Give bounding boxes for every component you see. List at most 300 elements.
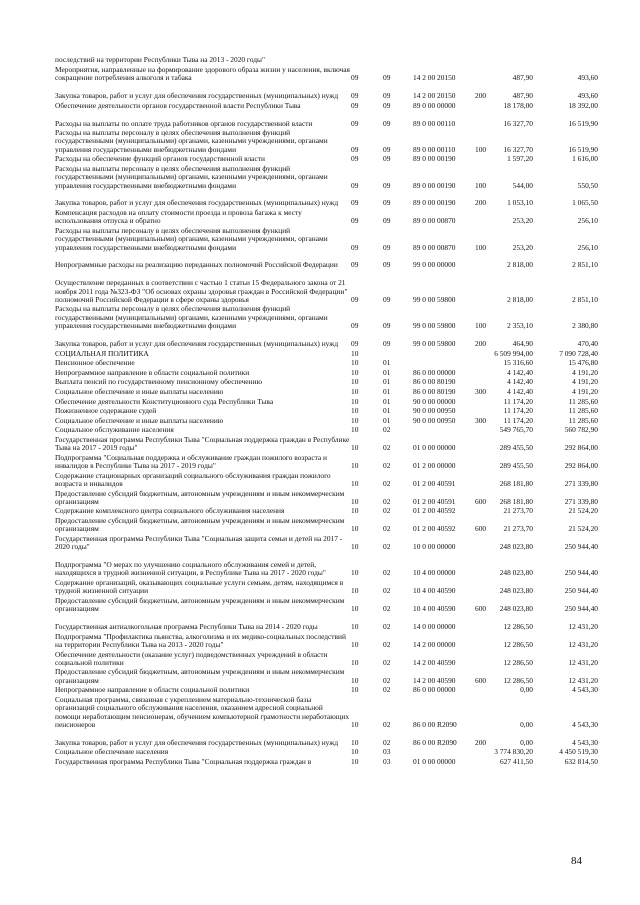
table-row bbox=[0, 208, 640, 226]
row-target-article-code: 86 0 00 00000 bbox=[413, 367, 456, 377]
row-expense-type-code: 600 bbox=[475, 496, 487, 506]
row-subsection-code: 02 bbox=[383, 524, 391, 534]
page-number: 84 bbox=[571, 855, 582, 867]
table-row bbox=[0, 453, 640, 471]
row-section-code: 10 bbox=[351, 496, 359, 506]
row-sum-year-1: 11 174,20 bbox=[503, 396, 533, 406]
row-subsection-code: 02 bbox=[383, 461, 391, 471]
table-row bbox=[0, 330, 640, 348]
row-name: Обеспечение деятельности Конституционного суда Республики Тыва bbox=[55, 396, 274, 406]
row-section-code: 10 bbox=[351, 377, 359, 387]
row-name: Компенсация расходов на оплату стоимости проезда и провоза багажа к месту использования отпуска и обратно bbox=[55, 208, 302, 226]
row-sum-year-2: 271 339,80 bbox=[564, 496, 598, 506]
row-sum-year-1: 4 142,40 bbox=[507, 386, 533, 396]
row-sum-year-1: 4 142,40 bbox=[507, 377, 533, 387]
row-section-code: 09 bbox=[351, 260, 359, 270]
table-row bbox=[0, 406, 640, 416]
row-subsection-code: 09 bbox=[383, 260, 391, 270]
row-subsection-code: 02 bbox=[383, 542, 391, 552]
row-subsection-code: 09 bbox=[383, 338, 391, 348]
row-name: Непрограммные расходы на реализацию переданных полномочий Российской Федерации bbox=[55, 260, 338, 270]
row-subsection-code: 09 bbox=[383, 154, 391, 164]
row-name: Социальное обслуживание населения bbox=[55, 425, 174, 435]
row-section-code: 10 bbox=[351, 367, 359, 377]
table-row bbox=[0, 425, 640, 435]
row-name: Содержание стационарных организаций социального обслуживания граждан пожилого возраста и инвалидов bbox=[55, 470, 331, 488]
row-expense-type-code: 200 bbox=[475, 91, 487, 101]
row-section-code: 10 bbox=[351, 348, 359, 358]
row-name: Закупка товаров, работ и услуг для обеспечения государственных (муниципальных) нужд bbox=[55, 91, 339, 101]
table-row bbox=[0, 578, 640, 596]
row-section-code: 10 bbox=[351, 461, 359, 471]
row-name: Выплата пенсий по государственному пенсионному обеспечению bbox=[55, 377, 262, 387]
table-row bbox=[0, 695, 640, 730]
table-row bbox=[0, 596, 640, 614]
row-section-code: 10 bbox=[351, 604, 359, 614]
row-sum-year-2: 292 864,00 bbox=[564, 461, 598, 471]
row-sum-year-1: 12 286,50 bbox=[503, 622, 533, 632]
row-expense-type-code: 600 bbox=[475, 524, 487, 534]
row-section-code: 10 bbox=[351, 425, 359, 435]
row-sum-year-1: 12 286,50 bbox=[503, 675, 533, 685]
row-sum-year-2: 4 191,20 bbox=[572, 377, 598, 387]
row-target-article-code: 89 0 00 00190 bbox=[413, 198, 456, 208]
row-name: Государственная программа Республики Тыва "Социальная поддержка граждан в bbox=[55, 756, 312, 766]
row-expense-type-code: 100 bbox=[475, 180, 487, 190]
row-sum-year-1: 2 818,00 bbox=[507, 260, 533, 270]
row-section-code: 10 bbox=[351, 657, 359, 667]
row-sum-year-2: 550,50 bbox=[577, 180, 598, 190]
row-target-article-code: 01 2 00 40591 bbox=[413, 496, 456, 506]
table-row bbox=[0, 82, 640, 100]
table-row bbox=[0, 552, 640, 578]
row-name: Расходы на обеспечение функций органов государственной власти bbox=[55, 154, 265, 164]
row-target-article-code: 86 0 00 80190 bbox=[413, 377, 456, 387]
row-section-code: 10 bbox=[351, 415, 359, 425]
row-name: Пенсионное обеспечение bbox=[55, 358, 135, 368]
row-sum-year-2: 250 944,40 bbox=[564, 542, 598, 552]
row-expense-type-code: 100 bbox=[475, 321, 487, 331]
table-row bbox=[0, 488, 640, 506]
table-row bbox=[0, 757, 640, 767]
row-subsection-code: 03 bbox=[383, 747, 391, 757]
row-target-article-code: 01 2 00 40592 bbox=[413, 524, 456, 534]
row-sum-year-2: 2 380,80 bbox=[572, 321, 598, 331]
table-row bbox=[0, 65, 640, 83]
row-sum-year-2: 11 285,60 bbox=[568, 406, 598, 416]
row-sum-year-2: 271 339,80 bbox=[564, 478, 598, 488]
row-section-code: 10 bbox=[351, 478, 359, 488]
row-section-code: 09 bbox=[351, 100, 359, 110]
row-name: Подпрограмма "Профилактика пьянства, алкоголизма и их медико-социальных последствий на территории Республики Тыва на 2013 - 2020 годы" bbox=[55, 631, 346, 649]
row-sum-year-2: 15 476,80 bbox=[568, 358, 598, 368]
row-sum-year-2: 4 543,30 bbox=[572, 737, 598, 747]
table-row bbox=[0, 252, 640, 270]
row-sum-year-2: 12 431,20 bbox=[568, 657, 598, 667]
row-sum-year-1: 1 597,20 bbox=[507, 154, 533, 164]
row-subsection-code: 01 bbox=[383, 415, 391, 425]
row-sum-year-2: 560 782,90 bbox=[564, 425, 598, 435]
table-row bbox=[0, 506, 640, 516]
row-name: Подпрограмма "Социальная поддержка и обслуживание граждан пожилого возраста и инвалидов в Республике Тыва на 2017 - 2019 годы" bbox=[55, 452, 328, 471]
row-sum-year-2: 2 851,10 bbox=[572, 294, 598, 304]
row-subsection-code: 09 bbox=[383, 242, 391, 252]
table-row bbox=[0, 415, 640, 425]
row-section-code: 10 bbox=[351, 358, 359, 368]
row-sum-year-1: 2 818,00 bbox=[507, 294, 533, 304]
row-target-article-code: 89 0 00 00870 bbox=[413, 242, 456, 252]
row-sum-year-1: 253,20 bbox=[512, 242, 533, 252]
table-row bbox=[0, 435, 640, 453]
row-section-code: 09 bbox=[351, 154, 359, 164]
row-target-article-code: 01 0 00 00000 bbox=[413, 756, 456, 766]
row-name: Предоставление субсидий бюджетным, автономным учреждениям и иным некоммерческим организациям bbox=[55, 595, 345, 614]
row-sum-year-1: 248 023,80 bbox=[499, 604, 533, 614]
row-section-code: 10 bbox=[351, 396, 359, 406]
row-subsection-code: 02 bbox=[383, 496, 391, 506]
row-section-code: 10 bbox=[351, 586, 359, 596]
row-section-code: 10 bbox=[351, 524, 359, 534]
row-subsection-code: 01 bbox=[383, 377, 391, 387]
row-section-code: 10 bbox=[351, 443, 359, 453]
row-sum-year-2: 256,10 bbox=[577, 242, 598, 252]
row-section-code: 10 bbox=[351, 675, 359, 685]
row-expense-type-code: 100 bbox=[475, 144, 487, 154]
row-target-article-code: 14 2 00 20150 bbox=[413, 73, 456, 83]
row-sum-year-2: 470,40 bbox=[577, 338, 598, 348]
row-section-code: 10 bbox=[351, 568, 359, 578]
row-sum-year-1: 0,00 bbox=[520, 685, 533, 695]
row-sum-year-1: 0,00 bbox=[520, 719, 533, 729]
row-sum-year-2: 4 450 519,30 bbox=[559, 747, 598, 757]
row-subsection-code: 09 bbox=[383, 118, 391, 128]
row-target-article-code: 90 0 00 00950 bbox=[413, 406, 456, 416]
row-name: Расходы на выплаты персоналу в целях обеспечения выполнения функций государственными (муниципальными) органами, казенными учреждениями, органами управления государственными внебюджетными фондами bbox=[55, 304, 328, 331]
row-expense-type-code: 600 bbox=[475, 675, 487, 685]
row-subsection-code: 09 bbox=[383, 216, 391, 226]
row-sum-year-1: 248 023,80 bbox=[499, 542, 533, 552]
row-target-article-code: 14 2 00 40590 bbox=[413, 657, 456, 667]
table-row bbox=[0, 396, 640, 406]
row-sum-year-1: 18 178,00 bbox=[503, 100, 533, 110]
row-subsection-code: 02 bbox=[383, 675, 391, 685]
row-section-code: 10 bbox=[351, 747, 359, 757]
row-section-code: 10 bbox=[351, 685, 359, 695]
row-name: Расходы на выплаты по оплате труда работников органов государственной власти bbox=[55, 118, 313, 128]
row-section-code: 10 bbox=[351, 406, 359, 416]
row-name: Обеспечение деятельности органов государственной власти Республики Тыва bbox=[55, 100, 301, 110]
row-subsection-code: 01 bbox=[383, 386, 391, 396]
row-target-article-code: 01 0 00 00000 bbox=[413, 443, 456, 453]
row-subsection-code: 02 bbox=[383, 685, 391, 695]
row-section-code: 09 bbox=[351, 338, 359, 348]
row-section-code: 10 bbox=[351, 737, 359, 747]
row-name: Предоставление субсидий бюджетным, автономным учреждениям и иным некоммерческим организациям bbox=[55, 516, 345, 534]
row-target-article-code: 86 0 00 R2090 bbox=[413, 737, 457, 747]
table-row bbox=[0, 190, 640, 208]
row-sum-year-1: 12 286,50 bbox=[503, 640, 533, 649]
row-target-article-code: 89 0 00 00000 bbox=[413, 100, 456, 110]
table-row bbox=[0, 164, 640, 190]
row-subsection-code: 09 bbox=[383, 73, 391, 83]
row-name: Предоставление субсидий бюджетным, автономным учреждениям и иным некоммерческим организациям bbox=[55, 667, 345, 685]
row-subsection-code: 02 bbox=[383, 506, 391, 516]
row-sum-year-1: 6 509 994,00 bbox=[494, 348, 533, 358]
table-row bbox=[0, 649, 640, 667]
row-target-article-code: 99 0 00 59800 bbox=[413, 321, 456, 331]
row-section-code: 09 bbox=[351, 198, 359, 208]
row-name: Государственная программа Республики Тыва "Социальная поддержка граждан в Республике Тыва на 2017 - 2019 годы" bbox=[55, 434, 350, 453]
row-sum-year-2: 1 616,00 bbox=[572, 154, 598, 164]
row-subsection-code: 02 bbox=[383, 478, 391, 488]
table-row bbox=[0, 631, 640, 649]
row-subsection-code: 02 bbox=[383, 443, 391, 453]
row-target-article-code: 14 0 00 00000 bbox=[413, 622, 456, 632]
row-section-code: 09 bbox=[351, 91, 359, 101]
table-row bbox=[0, 667, 640, 685]
row-section-code: 10 bbox=[351, 542, 359, 552]
row-sum-year-2: 493,60 bbox=[577, 73, 598, 83]
row-sum-year-1: 4 142,40 bbox=[507, 367, 533, 377]
row-name: Социальная программа, связанная с укреплением материально-технической базы организаций социального обслуживания населения, оказанием адресной социальной помощи неработающим пенсионерам, обучением компьютерной грамотности неработающих пенсионеров bbox=[55, 694, 350, 729]
row-subsection-code: 09 bbox=[383, 321, 391, 331]
row-sum-year-1: 12 286,50 bbox=[503, 657, 533, 667]
row-subsection-code: 09 bbox=[383, 180, 391, 190]
row-target-article-code: 90 0 00 00950 bbox=[413, 415, 456, 425]
row-name: СОЦИАЛЬНАЯ ПОЛИТИКА bbox=[55, 348, 149, 358]
row-name: Содержание комплексного центра социального обслуживания населения bbox=[55, 506, 285, 516]
row-subsection-code: 01 bbox=[383, 367, 391, 377]
row-sum-year-2: 21 524,20 bbox=[568, 524, 598, 534]
row-sum-year-1: 21 273,70 bbox=[503, 524, 533, 534]
row-subsection-code: 01 bbox=[383, 406, 391, 416]
row-subsection-code: 02 bbox=[383, 586, 391, 596]
row-expense-type-code: 300 bbox=[475, 386, 487, 396]
row-target-article-code: 14 2 00 00000 bbox=[413, 640, 456, 649]
row-name: Осуществление переданных в соответствии с частью 1 статьи 15 Федерального закона от 21 ноября 2011 года №323-ФЗ "Об основах охраны здоровья граждан в Российской Федерации" полномочий Российской Федерации в сфере охраны здоровья bbox=[55, 278, 348, 304]
row-target-article-code: 86 0 00 00000 bbox=[413, 685, 456, 695]
row-target-article-code: 14 2 00 40590 bbox=[413, 675, 456, 685]
row-section-code: 09 bbox=[351, 242, 359, 252]
row-section-code: 09 bbox=[351, 118, 359, 128]
row-sum-year-2: 250 944,40 bbox=[564, 604, 598, 614]
row-target-article-code: 86 0 00 R2090 bbox=[413, 719, 457, 729]
row-sum-year-1: 549 765,70 bbox=[499, 425, 533, 435]
row-subsection-code: 09 bbox=[383, 144, 391, 154]
row-sum-year-1: 268 181,80 bbox=[499, 496, 533, 506]
row-sum-year-2: 4 543,30 bbox=[572, 685, 598, 695]
row-subsection-code: 09 bbox=[383, 198, 391, 208]
row-sum-year-1: 21 273,70 bbox=[503, 506, 533, 516]
row-target-article-code: 86 0 00 80190 bbox=[413, 386, 456, 396]
row-section-code: 09 bbox=[351, 321, 359, 331]
row-target-article-code: 01 2 00 40592 bbox=[413, 506, 456, 516]
row-name: Закупка товаров, работ и услуг для обеспечения государственных (муниципальных) нужд bbox=[55, 198, 339, 208]
row-sum-year-1: 15 316,60 bbox=[503, 358, 533, 368]
row-expense-type-code: 200 bbox=[475, 737, 487, 747]
row-name: Социальное обеспечение населения bbox=[55, 747, 169, 757]
row-sum-year-2: 4 191,20 bbox=[572, 386, 598, 396]
row-sum-year-1: 16 327,70 bbox=[503, 144, 533, 154]
row-sum-year-1: 0,00 bbox=[520, 737, 533, 747]
row-section-code: 10 bbox=[351, 640, 359, 649]
row-subsection-code: 02 bbox=[383, 737, 391, 747]
row-name: Социальное обеспечение и иные выплаты населению bbox=[55, 415, 224, 425]
row-subsection-code: 02 bbox=[383, 425, 391, 435]
row-sum-year-2: 16 519,90 bbox=[568, 118, 598, 128]
row-target-article-code: 01 2 00 00000 bbox=[413, 461, 456, 471]
row-sum-year-1: 487,90 bbox=[512, 73, 533, 83]
row-expense-type-code: 100 bbox=[475, 242, 487, 252]
row-section-code: 09 bbox=[351, 216, 359, 226]
row-sum-year-1: 627 411,50 bbox=[500, 756, 533, 766]
row-sum-year-2: 12 431,20 bbox=[568, 640, 598, 649]
table-row bbox=[0, 128, 640, 154]
table-row bbox=[0, 367, 640, 377]
row-subsection-code: 02 bbox=[383, 622, 391, 632]
table-row bbox=[0, 358, 640, 368]
row-sum-year-2: 21 524,20 bbox=[568, 506, 598, 516]
row-section-code: 10 bbox=[351, 719, 359, 729]
row-subsection-code: 01 bbox=[383, 358, 391, 368]
row-section-code: 09 bbox=[351, 180, 359, 190]
row-name: Непрограммное направление в области социальной политики bbox=[55, 685, 250, 695]
row-expense-type-code: 200 bbox=[475, 338, 487, 348]
row-subsection-code: 01 bbox=[383, 396, 391, 406]
row-name: Закупка товаров, работ и услуг для обеспечения государственных (муниципальных) нужд bbox=[55, 737, 339, 747]
row-sum-year-2: 250 944,40 bbox=[564, 568, 598, 578]
row-target-article-code: 89 0 00 00110 bbox=[413, 144, 456, 154]
row-section-code: 10 bbox=[351, 386, 359, 396]
row-name: последствий на территории Республики Тыва на 2013 - 2020 годы" bbox=[55, 55, 266, 65]
row-subsection-code: 02 bbox=[383, 640, 391, 649]
row-target-article-code: 90 0 00 00000 bbox=[413, 396, 456, 406]
row-name: Мероприятия, направленные на формирование здорового образа жизни у населения, включая сокращение потребления алкоголя и табака bbox=[55, 64, 350, 83]
row-sum-year-2: 4 543,30 bbox=[572, 719, 598, 729]
table-row bbox=[0, 470, 640, 488]
table-row bbox=[0, 516, 640, 534]
row-section-code: 09 bbox=[351, 294, 359, 304]
row-subsection-code: 09 bbox=[383, 100, 391, 110]
row-sum-year-1: 464,90 bbox=[512, 338, 533, 348]
row-section-code: 09 bbox=[351, 144, 359, 154]
row-sum-year-2: 16 519,90 bbox=[568, 144, 598, 154]
row-sum-year-2: 256,10 bbox=[577, 216, 598, 226]
table-row bbox=[0, 226, 640, 252]
row-subsection-code: 09 bbox=[383, 91, 391, 101]
row-target-article-code: 89 0 00 00870 bbox=[413, 216, 456, 226]
row-name: Государственная программа Республики Тыва "Социальная защита семьи и детей на 2017 - 2020 годы" bbox=[55, 533, 343, 552]
row-sum-year-1: 248 023,80 bbox=[499, 586, 533, 596]
row-target-article-code: 89 0 00 00190 bbox=[413, 154, 456, 164]
row-sum-year-1: 1 053,10 bbox=[507, 198, 533, 208]
row-target-article-code: 14 2 00 20150 bbox=[413, 91, 456, 101]
budget-table bbox=[0, 55, 640, 766]
row-sum-year-2: 7 090 728,40 bbox=[559, 348, 598, 358]
row-name: Непрограммное направление в области социальной политики bbox=[55, 367, 250, 377]
row-sum-year-1: 253,20 bbox=[512, 216, 533, 226]
row-subsection-code: 02 bbox=[383, 657, 391, 667]
row-target-article-code: 99 0 00 59800 bbox=[413, 294, 456, 304]
table-row bbox=[0, 387, 640, 397]
table-row bbox=[0, 377, 640, 387]
table-row bbox=[0, 348, 640, 358]
row-sum-year-1: 11 174,20 bbox=[503, 415, 533, 425]
row-sum-year-2: 292 864,00 bbox=[564, 443, 598, 453]
row-target-article-code: 89 0 00 00190 bbox=[413, 180, 456, 190]
row-sum-year-2: 1 065,50 bbox=[572, 198, 598, 208]
row-section-code: 10 bbox=[351, 756, 359, 766]
table-row bbox=[0, 110, 640, 128]
table-row bbox=[0, 685, 640, 695]
row-section-code: 10 bbox=[351, 506, 359, 516]
row-sum-year-2: 11 285,60 bbox=[568, 415, 598, 425]
row-subsection-code: 02 bbox=[383, 604, 391, 614]
table-row bbox=[0, 534, 640, 552]
table-row bbox=[0, 154, 640, 164]
row-name: Обеспечение деятельности (оказание услуг) подведомственных учреждений в области социальной политики bbox=[55, 649, 328, 667]
row-sum-year-2: 632 814,50 bbox=[564, 756, 598, 766]
row-expense-type-code: 600 bbox=[475, 604, 487, 614]
row-sum-year-2: 11 285,60 bbox=[568, 396, 598, 406]
row-target-article-code: 99 0 00 59800 bbox=[413, 338, 456, 348]
row-target-article-code: 10 4 00 40590 bbox=[413, 586, 456, 596]
table-row bbox=[0, 747, 640, 757]
row-target-article-code: 10 4 00 00000 bbox=[413, 568, 456, 578]
row-sum-year-2: 18 392,00 bbox=[568, 100, 598, 110]
row-sum-year-1: 289 455,50 bbox=[499, 461, 533, 471]
row-target-article-code: 99 0 00 00000 bbox=[413, 260, 456, 270]
table-row bbox=[0, 270, 640, 305]
table-row bbox=[0, 614, 640, 632]
row-name: Социальное обеспечение и иные выплаты населению bbox=[55, 386, 224, 396]
row-sum-year-2: 12 431,20 bbox=[568, 622, 598, 632]
row-subsection-code: 02 bbox=[383, 568, 391, 578]
row-sum-year-1: 487,90 bbox=[512, 91, 533, 101]
row-sum-year-2: 250 944,40 bbox=[564, 586, 598, 596]
row-sum-year-1: 544,00 bbox=[512, 180, 533, 190]
row-sum-year-2: 493,60 bbox=[577, 91, 598, 101]
row-sum-year-1: 2 353,10 bbox=[507, 321, 533, 331]
row-name: Расходы на выплаты персоналу в целях обеспечения выполнения функций государственными (муниципальными) органами, казенными учреждениями, органами управления государственными внебюджетными фондами bbox=[55, 163, 328, 190]
row-target-article-code: 10 0 00 00000 bbox=[413, 542, 456, 552]
row-sum-year-1: 11 174,20 bbox=[503, 406, 533, 416]
row-sum-year-2: 2 851,10 bbox=[572, 260, 598, 270]
row-target-article-code: 89 0 00 00110 bbox=[413, 118, 456, 128]
row-name: Предоставление субсидий бюджетным, автономным учреждениям и иным некоммерческим организациям bbox=[55, 488, 345, 506]
row-expense-type-code: 200 bbox=[475, 198, 487, 208]
row-target-article-code: 01 2 00 40591 bbox=[413, 478, 456, 488]
row-name: Закупка товаров, работ и услуг для обеспечения государственных (муниципальных) нужд bbox=[55, 338, 339, 348]
table-row bbox=[0, 55, 640, 65]
row-sum-year-2: 4 191,20 bbox=[572, 367, 598, 377]
row-sum-year-1: 289 455,50 bbox=[499, 443, 533, 453]
row-name: Подпрограмма "О мерах по улучшению социального обслуживания семей и детей, находящихся в трудной жизненной ситуации, в Республике Тыва на 2017 - 2020 годы" bbox=[55, 560, 326, 578]
row-expense-type-code: 300 bbox=[475, 415, 487, 425]
row-name: Содержание организаций, оказывающих социальные услуги семьям, детям, находящимся в трудной жизненной ситуации bbox=[55, 578, 344, 596]
row-subsection-code: 03 bbox=[383, 756, 391, 766]
row-sum-year-1: 248 023,80 bbox=[499, 568, 533, 578]
row-subsection-code: 02 bbox=[383, 719, 391, 729]
row-subsection-code: 09 bbox=[383, 294, 391, 304]
row-name: Государственная антиалкогольная программа Республики Тыва на 2014 - 2020 годы bbox=[55, 622, 318, 632]
row-section-code: 10 bbox=[351, 622, 359, 632]
table-row bbox=[0, 100, 640, 110]
row-sum-year-1: 16 327,70 bbox=[503, 118, 533, 128]
table-row bbox=[0, 729, 640, 747]
row-target-article-code: 10 4 00 40590 bbox=[413, 604, 456, 614]
table-row bbox=[0, 304, 640, 330]
